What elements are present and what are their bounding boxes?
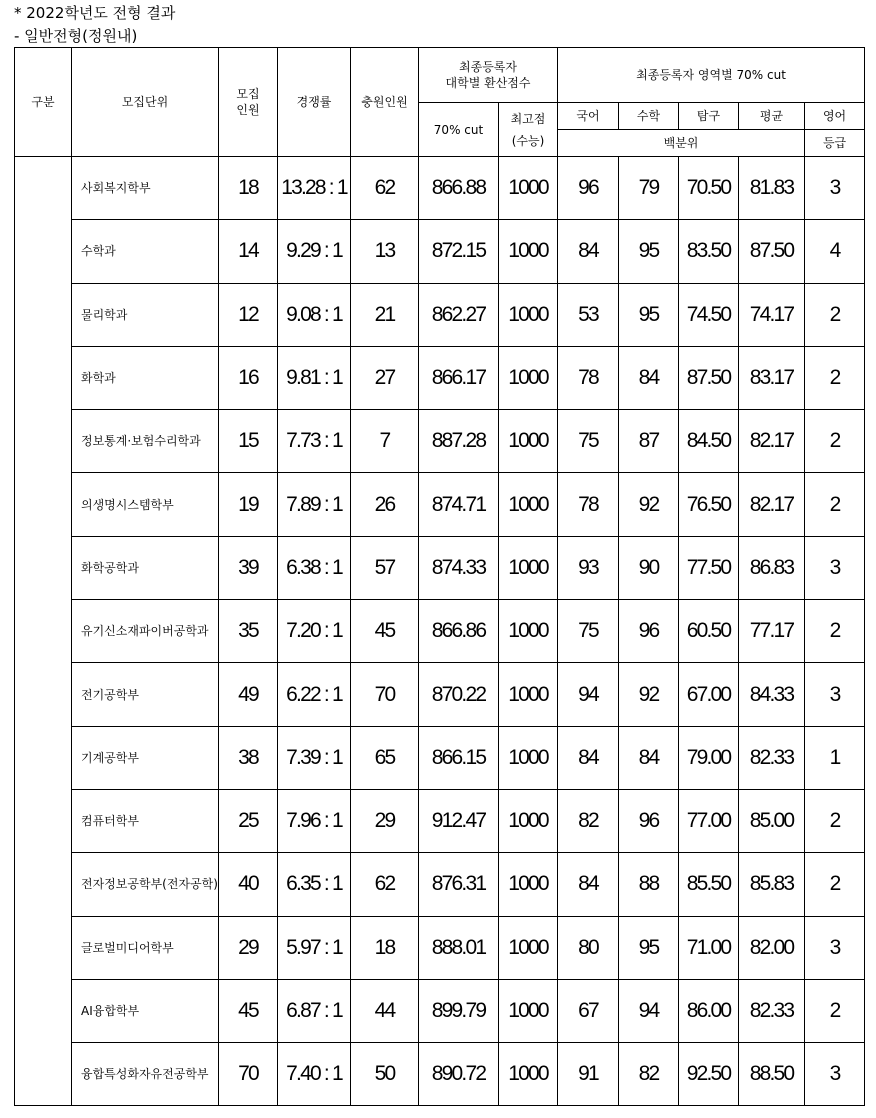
competition-cell: 7.40 : 1 — [278, 1043, 351, 1106]
quota-cell: 49 — [219, 663, 278, 726]
cut70-cell: 866.15 — [419, 726, 499, 789]
english-cell: 2 — [805, 410, 865, 473]
average-cell: 86.83 — [739, 536, 805, 599]
inquiry-cell: 76.50 — [679, 473, 739, 536]
header-inquiry: 탐구 — [679, 103, 739, 130]
competition-cell: 7.73 : 1 — [278, 410, 351, 473]
quota-cell: 14 — [219, 220, 278, 283]
competition-cell: 9.81 : 1 — [278, 346, 351, 409]
results-table — [14, 47, 865, 1106]
average-cell: 85.83 — [739, 853, 805, 916]
max-cell: 1000 — [499, 536, 558, 599]
competition-cell: 5.97 : 1 — [278, 916, 351, 979]
extra-cell: 65 — [351, 726, 419, 789]
table-row — [15, 410, 865, 473]
table-row — [15, 789, 865, 852]
competition-cell: 9.29 : 1 — [278, 220, 351, 283]
cut70-cell: 870.22 — [419, 663, 499, 726]
header-math: 수학 — [619, 103, 679, 130]
english-cell: 2 — [805, 283, 865, 346]
average-cell: 82.00 — [739, 916, 805, 979]
extra-cell: 13 — [351, 220, 419, 283]
category-cell — [15, 157, 72, 1106]
cut70-cell: 866.17 — [419, 346, 499, 409]
header-korean: 국어 — [558, 103, 619, 130]
extra-cell: 57 — [351, 536, 419, 599]
competition-cell: 6.22 : 1 — [278, 663, 351, 726]
max-cell: 1000 — [499, 600, 558, 663]
quota-cell: 29 — [219, 916, 278, 979]
cut70-cell: 874.33 — [419, 536, 499, 599]
cut70-cell: 876.31 — [419, 853, 499, 916]
competition-cell: 7.89 : 1 — [278, 473, 351, 536]
max-cell: 1000 — [499, 853, 558, 916]
table-row — [15, 853, 865, 916]
table-row — [15, 600, 865, 663]
math-cell: 79 — [619, 157, 679, 220]
inquiry-cell: 71.00 — [679, 916, 739, 979]
extra-cell: 44 — [351, 979, 419, 1042]
header-quota-text: 모집 인원 — [236, 87, 260, 117]
extra-cell: 70 — [351, 663, 419, 726]
inquiry-cell: 70.50 — [679, 157, 739, 220]
header-percentile: 백분위 — [558, 130, 805, 157]
inquiry-cell: 83.50 — [679, 220, 739, 283]
max-cell: 1000 — [499, 283, 558, 346]
korean-cell: 67 — [558, 979, 619, 1042]
header-converted-score-text: 최종등록자 대학별 환산점수 — [445, 60, 531, 90]
unit-cell: AI융합학부 — [72, 979, 219, 1042]
extra-cell: 26 — [351, 473, 419, 536]
english-cell: 1 — [805, 726, 865, 789]
extra-cell: 7 — [351, 410, 419, 473]
unit-cell: 정보통계·보험수리학과 — [72, 410, 219, 473]
english-cell: 3 — [805, 536, 865, 599]
header-cut70: 70% cut — [419, 103, 499, 157]
korean-cell: 93 — [558, 536, 619, 599]
inquiry-cell: 77.00 — [679, 789, 739, 852]
header-extra: 충원인원 — [351, 48, 419, 157]
header-competition: 경쟁률 — [278, 48, 351, 157]
table-row — [15, 979, 865, 1042]
header-quota — [219, 48, 278, 157]
table-row — [15, 726, 865, 789]
table-row — [15, 473, 865, 536]
max-cell: 1000 — [499, 157, 558, 220]
english-cell: 3 — [805, 663, 865, 726]
header-category: 구분 — [15, 48, 72, 157]
competition-cell: 13.28 : 1 — [278, 157, 351, 220]
english-cell: 3 — [805, 1043, 865, 1106]
extra-cell: 29 — [351, 789, 419, 852]
korean-cell: 80 — [558, 916, 619, 979]
unit-cell: 전자정보공학부(전자공학) — [72, 853, 219, 916]
inquiry-cell: 74.50 — [679, 283, 739, 346]
unit-cell: 화학과 — [72, 346, 219, 409]
math-cell: 95 — [619, 283, 679, 346]
quota-cell: 19 — [219, 473, 278, 536]
korean-cell: 91 — [558, 1043, 619, 1106]
competition-cell: 7.96 : 1 — [278, 789, 351, 852]
korean-cell: 84 — [558, 726, 619, 789]
extra-cell: 45 — [351, 600, 419, 663]
unit-cell: 컴퓨터학부 — [72, 789, 219, 852]
average-cell: 74.17 — [739, 283, 805, 346]
table-row — [15, 157, 865, 220]
quota-cell: 40 — [219, 853, 278, 916]
english-cell: 3 — [805, 916, 865, 979]
average-cell: 82.33 — [739, 726, 805, 789]
extra-cell: 62 — [351, 853, 419, 916]
math-cell: 95 — [619, 916, 679, 979]
english-cell: 2 — [805, 600, 865, 663]
english-cell: 3 — [805, 157, 865, 220]
inquiry-cell: 85.50 — [679, 853, 739, 916]
extra-cell: 21 — [351, 283, 419, 346]
english-cell: 2 — [805, 346, 865, 409]
page-title: * 2022학년도 전형 결과 — [14, 4, 176, 22]
unit-cell: 화학공학과 — [72, 536, 219, 599]
unit-cell: 기계공학부 — [72, 726, 219, 789]
extra-cell: 62 — [351, 157, 419, 220]
max-cell: 1000 — [499, 916, 558, 979]
average-cell: 83.17 — [739, 346, 805, 409]
max-cell: 1000 — [499, 410, 558, 473]
math-cell: 88 — [619, 853, 679, 916]
quota-cell: 15 — [219, 410, 278, 473]
quota-cell: 45 — [219, 979, 278, 1042]
average-cell: 87.50 — [739, 220, 805, 283]
korean-cell: 82 — [558, 789, 619, 852]
inquiry-cell: 77.50 — [679, 536, 739, 599]
competition-cell: 7.39 : 1 — [278, 726, 351, 789]
math-cell: 95 — [619, 220, 679, 283]
header-english: 영어 — [805, 103, 865, 130]
header-converted-score — [419, 48, 558, 103]
extra-cell: 50 — [351, 1043, 419, 1106]
competition-cell: 9.08 : 1 — [278, 283, 351, 346]
english-cell: 2 — [805, 979, 865, 1042]
korean-cell: 75 — [558, 410, 619, 473]
average-cell: 88.50 — [739, 1043, 805, 1106]
math-cell: 87 — [619, 410, 679, 473]
cut70-cell: 866.88 — [419, 157, 499, 220]
unit-cell: 전기공학부 — [72, 663, 219, 726]
average-cell: 82.17 — [739, 473, 805, 536]
max-cell: 1000 — [499, 789, 558, 852]
max-cell: 1000 — [499, 220, 558, 283]
average-cell: 85.00 — [739, 789, 805, 852]
max-cell: 1000 — [499, 726, 558, 789]
quota-cell: 70 — [219, 1043, 278, 1106]
page-subtitle: - 일반전형(정원내) — [14, 27, 138, 45]
table-row — [15, 220, 865, 283]
cut70-cell: 888.01 — [419, 916, 499, 979]
quota-cell: 38 — [219, 726, 278, 789]
unit-cell: 사회복지학부 — [72, 157, 219, 220]
korean-cell: 78 — [558, 473, 619, 536]
average-cell: 81.83 — [739, 157, 805, 220]
inquiry-cell: 87.50 — [679, 346, 739, 409]
max-cell: 1000 — [499, 473, 558, 536]
inquiry-cell: 79.00 — [679, 726, 739, 789]
korean-cell: 84 — [558, 220, 619, 283]
korean-cell: 96 — [558, 157, 619, 220]
extra-cell: 27 — [351, 346, 419, 409]
quota-cell: 18 — [219, 157, 278, 220]
max-cell: 1000 — [499, 1043, 558, 1106]
competition-cell: 6.38 : 1 — [278, 536, 351, 599]
quota-cell: 25 — [219, 789, 278, 852]
cut70-cell: 912.47 — [419, 789, 499, 852]
inquiry-cell: 86.00 — [679, 979, 739, 1042]
unit-cell: 의생명시스템학부 — [72, 473, 219, 536]
english-cell: 2 — [805, 789, 865, 852]
average-cell: 77.17 — [739, 600, 805, 663]
header-unit: 모집단위 — [72, 48, 219, 157]
header-average: 평균 — [739, 103, 805, 130]
cut70-cell: 887.28 — [419, 410, 499, 473]
math-cell: 92 — [619, 663, 679, 726]
extra-cell: 18 — [351, 916, 419, 979]
inquiry-cell: 67.00 — [679, 663, 739, 726]
header-max-score-text: 최고점 (수능) — [510, 111, 546, 148]
english-cell: 2 — [805, 853, 865, 916]
inquiry-cell: 92.50 — [679, 1043, 739, 1106]
header-grade: 등급 — [805, 130, 865, 157]
average-cell: 82.33 — [739, 979, 805, 1042]
quota-cell: 12 — [219, 283, 278, 346]
korean-cell: 75 — [558, 600, 619, 663]
quota-cell: 35 — [219, 600, 278, 663]
cut70-cell: 872.15 — [419, 220, 499, 283]
inquiry-cell: 84.50 — [679, 410, 739, 473]
unit-cell: 융합특성화자유전공학부 — [72, 1043, 219, 1106]
max-cell: 1000 — [499, 346, 558, 409]
math-cell: 96 — [619, 600, 679, 663]
header-area-cut: 최종등록자 영역별 70% cut — [558, 48, 865, 103]
korean-cell: 94 — [558, 663, 619, 726]
cut70-cell: 862.27 — [419, 283, 499, 346]
average-cell: 84.33 — [739, 663, 805, 726]
competition-cell: 6.87 : 1 — [278, 979, 351, 1042]
unit-cell: 글로벌미디어학부 — [72, 916, 219, 979]
math-cell: 84 — [619, 346, 679, 409]
math-cell: 82 — [619, 1043, 679, 1106]
table-row — [15, 283, 865, 346]
math-cell: 90 — [619, 536, 679, 599]
cut70-cell: 866.86 — [419, 600, 499, 663]
header-max-score — [499, 103, 558, 157]
table-row — [15, 916, 865, 979]
table-row — [15, 346, 865, 409]
unit-cell: 물리학과 — [72, 283, 219, 346]
math-cell: 92 — [619, 473, 679, 536]
quota-cell: 16 — [219, 346, 278, 409]
table-row — [15, 1043, 865, 1106]
korean-cell: 53 — [558, 283, 619, 346]
korean-cell: 78 — [558, 346, 619, 409]
korean-cell: 84 — [558, 853, 619, 916]
competition-cell: 6.35 : 1 — [278, 853, 351, 916]
math-cell: 96 — [619, 789, 679, 852]
math-cell: 84 — [619, 726, 679, 789]
math-cell: 94 — [619, 979, 679, 1042]
english-cell: 2 — [805, 473, 865, 536]
table-row — [15, 663, 865, 726]
quota-cell: 39 — [219, 536, 278, 599]
competition-cell: 7.20 : 1 — [278, 600, 351, 663]
unit-cell: 유기신소재파이버공학과 — [72, 600, 219, 663]
max-cell: 1000 — [499, 663, 558, 726]
max-cell: 1000 — [499, 979, 558, 1042]
average-cell: 82.17 — [739, 410, 805, 473]
cut70-cell: 874.71 — [419, 473, 499, 536]
cut70-cell: 899.79 — [419, 979, 499, 1042]
table-row — [15, 536, 865, 599]
inquiry-cell: 60.50 — [679, 600, 739, 663]
unit-cell: 수학과 — [72, 220, 219, 283]
cut70-cell: 890.72 — [419, 1043, 499, 1106]
english-cell: 4 — [805, 220, 865, 283]
